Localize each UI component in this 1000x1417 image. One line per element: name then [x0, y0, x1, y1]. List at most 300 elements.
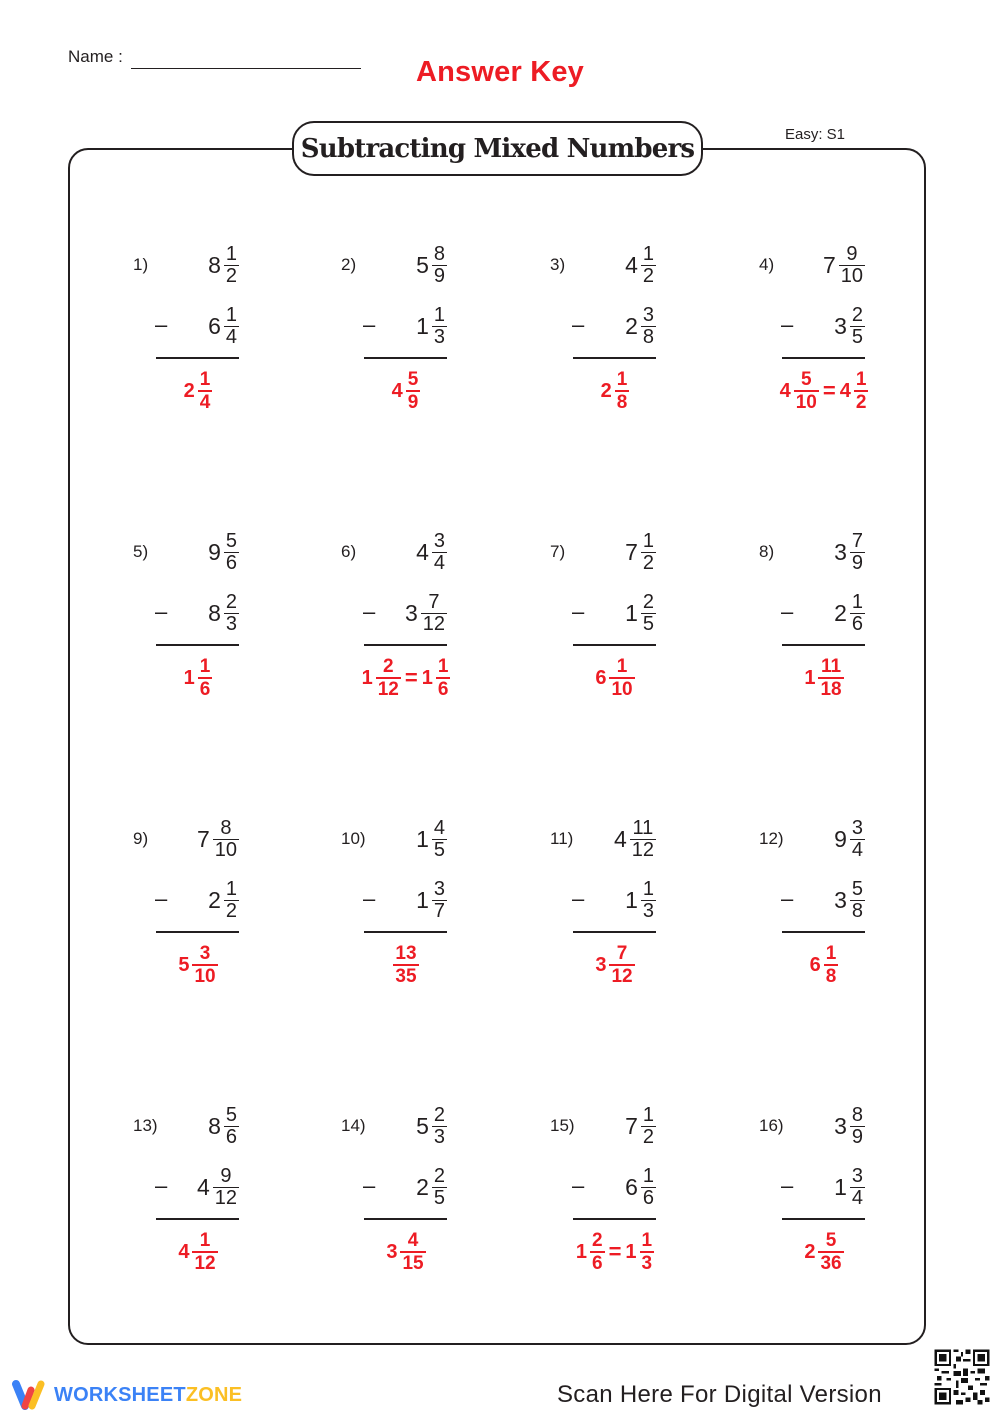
denominator: 10 [194, 966, 216, 987]
fraction [641, 529, 656, 574]
answer-line [364, 1218, 447, 1220]
whole-number: 7 [196, 825, 210, 852]
whole-number: 3 [834, 886, 847, 913]
subtrahend [625, 877, 656, 922]
minus-sign: – [572, 599, 585, 624]
fraction [224, 1103, 239, 1148]
subtrahend [834, 877, 865, 922]
subtrahend-value [834, 877, 865, 922]
fraction [850, 816, 865, 861]
minuend-value [625, 1103, 656, 1148]
whole-number: 4 [613, 825, 627, 852]
whole-number: 2 [183, 379, 195, 402]
numerator: 3 [199, 943, 211, 964]
whole-number: 2 [804, 1240, 816, 1263]
minus-sign: – [781, 599, 794, 624]
fraction [224, 529, 239, 574]
answer [769, 656, 879, 700]
problem-13 [133, 1103, 333, 1316]
subtrahend [625, 1164, 656, 1209]
fraction [641, 1164, 656, 1209]
minuend-value [834, 529, 865, 574]
minus-sign: – [155, 599, 168, 624]
answer [143, 943, 253, 987]
answer-value [393, 944, 418, 986]
minuend-value [625, 529, 656, 574]
worksheetzone-logo[interactable] [10, 1378, 242, 1412]
numerator: 1 [642, 1103, 654, 1126]
fraction [641, 877, 656, 922]
numerator: 1 [825, 943, 837, 964]
problem-number: 4) [759, 255, 775, 274]
denominator: 2 [225, 264, 237, 287]
numerator: 1 [225, 242, 237, 265]
answer-value [576, 1231, 605, 1273]
fraction [854, 370, 869, 412]
subtrahend [834, 303, 865, 348]
denominator: 4 [851, 838, 863, 861]
denominator: 8 [825, 966, 837, 987]
answer [560, 369, 670, 413]
answer-value [780, 370, 819, 412]
whole-number: 7 [625, 538, 638, 565]
numerator: 3 [851, 1164, 863, 1187]
minuend-value [834, 816, 865, 861]
denominator: 2 [642, 1125, 654, 1148]
minus-sign: – [781, 1173, 794, 1198]
whole-number: 4 [178, 1240, 190, 1263]
subtrahend-value [208, 590, 239, 635]
minus-sign: – [155, 886, 168, 911]
answer [351, 369, 461, 413]
fraction [376, 657, 401, 699]
fraction [192, 944, 217, 986]
subtrahend [404, 590, 447, 635]
logo-text [54, 1384, 242, 1407]
denominator: 3 [642, 899, 654, 922]
subtrahend-value [208, 303, 239, 348]
fraction [615, 370, 630, 412]
denominator: 36 [820, 1253, 842, 1274]
minus-sign: – [363, 312, 376, 337]
subtrahend [625, 303, 656, 348]
minuend [834, 816, 865, 861]
denominator: 5 [851, 325, 863, 348]
numerator: 4 [433, 816, 445, 839]
answer-value [804, 1231, 843, 1273]
numerator: 2 [382, 656, 394, 677]
answer-value [184, 657, 213, 699]
numerator: 3 [433, 529, 445, 552]
numerator: 8 [433, 242, 445, 265]
whole-number: 3 [595, 953, 607, 976]
answer [769, 1230, 879, 1274]
denominator: 7 [433, 899, 445, 922]
whole-number: 6 [809, 953, 821, 976]
minuend [208, 242, 239, 287]
denominator: 3 [641, 1253, 653, 1274]
numerator: 2 [851, 303, 863, 326]
numerator: 1 [225, 303, 237, 326]
simplified-answer [422, 657, 451, 699]
fraction [224, 590, 239, 635]
scan-prompt: Scan Here For Digital Version [557, 1381, 882, 1408]
problem-number: 1) [133, 255, 149, 274]
answer-line [156, 357, 239, 359]
denominator: 18 [820, 679, 842, 700]
answer-value [595, 944, 634, 986]
fraction [224, 303, 239, 348]
denominator: 6 [642, 1186, 654, 1209]
problem-9 [133, 816, 333, 1029]
subtrahend-value [834, 1164, 865, 1209]
whole-number: 1 [183, 666, 195, 689]
fraction [393, 944, 418, 986]
whole-number: 7 [625, 1112, 638, 1139]
fraction [850, 590, 865, 635]
answer [143, 656, 253, 700]
problem-number: 13) [133, 1116, 158, 1135]
minuend-value [613, 816, 656, 861]
minuend-value [625, 242, 656, 287]
numerator: 9 [846, 242, 858, 265]
fraction [850, 529, 865, 574]
problem-1 [133, 242, 333, 455]
numerator: 1 [437, 656, 449, 677]
answer-line [573, 357, 656, 359]
numerator: 5 [407, 369, 419, 390]
problem-number: 9) [133, 829, 149, 848]
fraction [818, 657, 843, 699]
minuend-value [416, 816, 447, 861]
minuend [416, 242, 447, 287]
problem-number: 3) [550, 255, 566, 274]
answer-value [810, 944, 839, 986]
subtrahend-value [196, 1164, 239, 1209]
whole-number: 9 [208, 538, 221, 565]
numerator: 1 [642, 242, 654, 265]
minuend-value [416, 529, 447, 574]
answer-value [184, 370, 213, 412]
numerator: 1 [641, 1230, 653, 1251]
denominator: 8 [851, 899, 863, 922]
fraction [850, 303, 865, 348]
denominator: 8 [616, 392, 628, 413]
denominator: 2 [855, 392, 867, 413]
answer-line [156, 644, 239, 646]
fraction [432, 529, 447, 574]
whole-number: 3 [834, 538, 847, 565]
whole-number: 1 [834, 1173, 847, 1200]
problem-12 [759, 816, 959, 1029]
minuend [208, 1103, 239, 1148]
numerator: 7 [851, 529, 863, 552]
problem-number: 5) [133, 542, 149, 561]
fraction [609, 944, 634, 986]
problem-number: 16) [759, 1116, 784, 1135]
fraction [630, 816, 656, 861]
denominator: 2 [642, 551, 654, 574]
whole-number: 6 [595, 666, 607, 689]
minus-sign: – [363, 1173, 376, 1198]
minus-sign: – [363, 886, 376, 911]
denominator: 9 [433, 264, 445, 287]
problem-5 [133, 529, 333, 742]
denominator: 4 [433, 551, 445, 574]
numerator: 8 [220, 816, 232, 839]
minuend [416, 1103, 447, 1148]
denominator: 10 [611, 679, 633, 700]
minus-sign: – [572, 1173, 585, 1198]
answer-line [782, 1218, 865, 1220]
answer-line [364, 357, 447, 359]
problem-number: 2) [341, 255, 357, 274]
answer-line [573, 931, 656, 933]
fraction [850, 1164, 865, 1209]
denominator: 6 [225, 551, 237, 574]
denominator: 12 [377, 679, 399, 700]
subtrahend [208, 877, 239, 922]
answer-value [362, 657, 401, 699]
subtrahend [416, 877, 447, 922]
whole-number: 3 [386, 1240, 398, 1263]
numerator: 1 [851, 590, 863, 613]
denominator: 12 [214, 1186, 237, 1209]
fraction [609, 657, 634, 699]
fraction [224, 242, 239, 287]
denominator: 4 [851, 1186, 863, 1209]
numerator: 3 [851, 816, 863, 839]
denominator: 3 [433, 1125, 445, 1148]
subtrahend-value [625, 877, 656, 922]
fraction [641, 590, 656, 635]
answer [351, 656, 461, 700]
qr-code-icon[interactable] [932, 1347, 992, 1407]
whole-number: 4 [839, 379, 851, 402]
denominator: 3 [433, 325, 445, 348]
denominator: 5 [433, 1186, 445, 1209]
fraction [224, 877, 239, 922]
fraction [824, 944, 839, 986]
minuend-value [416, 242, 447, 287]
denominator: 4 [199, 392, 211, 413]
problem-14 [341, 1103, 541, 1316]
subtrahend [834, 1164, 865, 1209]
whole-number: 8 [208, 1112, 221, 1139]
minuend [625, 529, 656, 574]
denominator: 9 [851, 551, 863, 574]
whole-number: 1 [625, 886, 638, 913]
numerator: 1 [225, 877, 237, 900]
denominator: 12 [611, 966, 633, 987]
fraction [192, 1231, 217, 1273]
minuend [625, 1103, 656, 1148]
numerator: 2 [642, 590, 654, 613]
minuend [625, 242, 656, 287]
fraction [432, 877, 447, 922]
answer-value [601, 370, 630, 412]
denominator: 9 [407, 392, 419, 413]
whole-number: 8 [208, 599, 221, 626]
minuend [416, 816, 447, 861]
answer [351, 943, 461, 987]
answer [560, 1230, 670, 1274]
fraction [198, 657, 213, 699]
whole-number: 4 [196, 1173, 210, 1200]
whole-number: 6 [625, 1173, 638, 1200]
whole-number: 8 [208, 251, 221, 278]
numerator: 1 [855, 369, 867, 390]
numerator: 11 [632, 816, 654, 839]
numerator: 2 [433, 1164, 445, 1187]
answer-value [386, 1231, 425, 1273]
subtrahend-value [416, 303, 447, 348]
answer [351, 1230, 461, 1274]
numerator: 8 [851, 1103, 863, 1126]
fraction [640, 1231, 655, 1273]
denominator: 4 [225, 325, 237, 348]
subtrahend-value [625, 303, 656, 348]
whole-number: 5 [416, 1112, 429, 1139]
numerator: 3 [433, 877, 445, 900]
minus-sign: – [572, 312, 585, 337]
subtrahend [208, 303, 239, 348]
numerator: 1 [616, 369, 628, 390]
whole-number: 1 [416, 312, 429, 339]
equals-sign: = [608, 1239, 622, 1264]
denominator: 10 [795, 392, 817, 413]
denominator: 6 [591, 1253, 603, 1274]
problem-number: 10) [341, 829, 366, 848]
minuend [208, 529, 239, 574]
problem-10 [341, 816, 541, 1029]
minus-sign: – [155, 1173, 168, 1198]
denominator: 12 [631, 838, 654, 861]
subtrahend [625, 590, 656, 635]
minus-sign: – [572, 886, 585, 911]
fraction [432, 1164, 447, 1209]
whole-number: 4 [416, 538, 429, 565]
answer-line [573, 644, 656, 646]
problem-number: 11) [550, 829, 574, 848]
fraction [641, 303, 656, 348]
minuend-value [208, 242, 239, 287]
whole-number: 2 [416, 1173, 429, 1200]
problem-11 [550, 816, 750, 1029]
numerator: 1 [199, 369, 211, 390]
whole-number: 4 [391, 379, 403, 402]
simplified-answer [840, 370, 869, 412]
minus-sign: – [155, 312, 168, 337]
minus-sign: – [781, 886, 794, 911]
denominator: 35 [395, 966, 417, 987]
whole-number: 3 [404, 599, 418, 626]
whole-number: 1 [575, 1240, 587, 1263]
whole-number: 4 [779, 379, 791, 402]
whole-number: 3 [834, 312, 847, 339]
denominator: 12 [194, 1253, 216, 1274]
denominator: 8 [642, 325, 654, 348]
whole-number: 1 [625, 599, 638, 626]
simplified-answer [625, 1231, 654, 1273]
whole-number: 9 [834, 825, 847, 852]
minus-sign: – [363, 599, 376, 624]
numerator: 13 [395, 943, 417, 964]
problem-16 [759, 1103, 959, 1316]
minuend-value [208, 1103, 239, 1148]
fraction [421, 590, 447, 635]
problem-number: 12) [759, 829, 784, 848]
subtrahend-value [834, 590, 865, 635]
answer [769, 369, 879, 413]
whole-number: 1 [625, 1240, 637, 1263]
answer-value [178, 1231, 217, 1273]
answer-value [804, 657, 843, 699]
subtrahend [416, 1164, 447, 1209]
numerator: 2 [433, 1103, 445, 1126]
whole-number: 6 [208, 312, 221, 339]
numerator: 1 [642, 877, 654, 900]
whole-number: 1 [416, 825, 429, 852]
fraction [850, 1103, 865, 1148]
denominator: 10 [214, 838, 237, 861]
fraction [198, 370, 213, 412]
answer [769, 943, 879, 987]
answer [143, 1230, 253, 1274]
minuend [196, 816, 239, 861]
answer [560, 943, 670, 987]
whole-number: 2 [834, 599, 847, 626]
numerator: 5 [825, 1230, 837, 1251]
fraction [432, 242, 447, 287]
problem-2 [341, 242, 541, 455]
subtrahend-value [404, 590, 447, 635]
subtrahend [208, 590, 239, 635]
answer-key-heading: Answer Key [415, 56, 584, 88]
whole-number: 1 [361, 666, 373, 689]
fraction [818, 1231, 843, 1273]
fraction [432, 816, 447, 861]
logo-mark-icon [10, 1378, 48, 1412]
answer-line [573, 1218, 656, 1220]
problem-6 [341, 529, 541, 742]
numerator: 2 [225, 590, 237, 613]
problem-3 [550, 242, 750, 455]
answer-line [156, 1218, 239, 1220]
problem-7 [550, 529, 750, 742]
answer-line [782, 931, 865, 933]
numerator: 9 [220, 1164, 232, 1187]
fraction [794, 370, 819, 412]
minuend-value [822, 242, 865, 287]
numerator: 1 [616, 656, 628, 677]
answer-line [156, 931, 239, 933]
logo-word-zone: ZONE [185, 1383, 243, 1406]
answer-value [392, 370, 421, 412]
minuend-value [416, 1103, 447, 1148]
denominator: 6 [225, 1125, 237, 1148]
numerator: 4 [407, 1230, 419, 1251]
whole-number: 7 [822, 251, 836, 278]
logo-word-worksheet: WORKSHEET [54, 1383, 186, 1406]
minuend-value [208, 529, 239, 574]
minuend [822, 242, 865, 287]
answer-line [364, 644, 447, 646]
name-label: Name : [68, 47, 123, 66]
whole-number: 1 [416, 886, 429, 913]
problem-number: 14) [341, 1116, 366, 1135]
denominator: 10 [840, 264, 863, 287]
